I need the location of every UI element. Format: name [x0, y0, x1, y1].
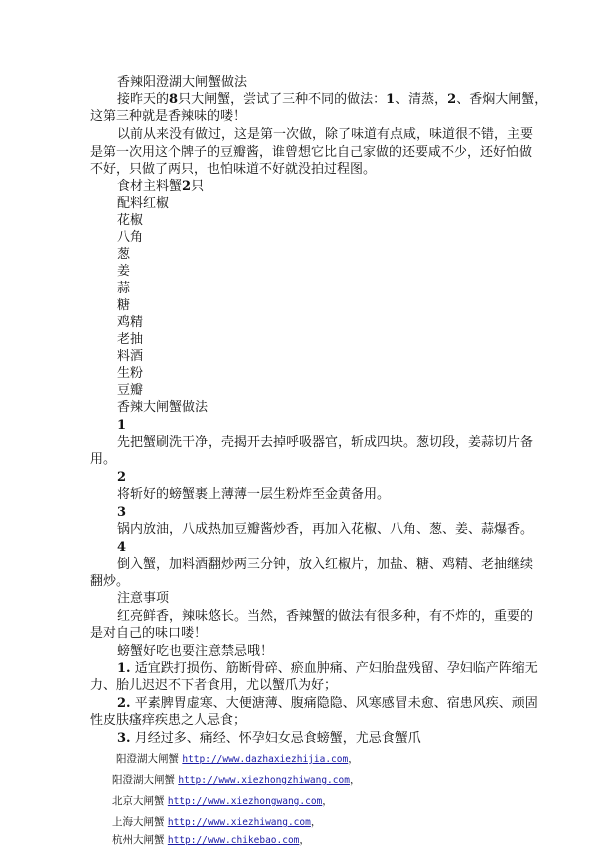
taboo-item: 2. 平素脾胃虚寒、大便溏薄、腹痛隐隐、风寒感冒未愈、宿患风疾、顽固: [117, 696, 538, 711]
ingredients-main: 食材主料蟹2只: [117, 179, 205, 194]
step-text: 用。: [90, 452, 117, 467]
story-line-1: 以前从来没有做过，这是第一次做，除了味道有点咸，味道很不错，主要: [117, 127, 534, 142]
notes-title: 注意事项: [117, 591, 170, 606]
ingredient-item: 豆瓣: [117, 383, 144, 398]
ingredient-item: 老抽: [117, 332, 144, 347]
step-number: 4: [117, 540, 127, 555]
step-text: 先把蟹刷洗干净，壳揭开去掉呼吸器官，斩成四块。葱切段，姜蒜切片备: [117, 435, 534, 450]
ingredient-item: 生粉: [117, 366, 144, 381]
link-line: 阳澄湖大闸蟹 http://www.dazhaxiezhijia.com，: [116, 753, 359, 765]
ingredient-item: 八角: [117, 230, 144, 245]
ingredient-item: 花椒: [117, 213, 144, 228]
link-line: 阳澄湖大闸蟹 http://www.xiezhongzhiwang.com，: [112, 774, 361, 786]
link-line: 北京大闸蟹 http://www.xiezhongwang.com，: [112, 795, 333, 807]
step-text: 锅内放油，八成热加豆瓣酱炒香，再加入花椒、八角、葱、姜、蒜爆香。: [117, 522, 534, 537]
page-title: 香辣阳澄湖大闸蟹做法: [117, 75, 248, 90]
ingredients-aux: 配料红椒: [117, 196, 170, 211]
link-line: 杭州大闸蟹 http://www.chikebao.com，: [112, 834, 310, 846]
step-text: 倒入蟹，加料酒翻炒两三分钟，放入红椒片，加盐、糖、鸡精、老抽继续: [117, 557, 534, 572]
notes-line-2: 是对自己的味口喽！: [90, 626, 208, 641]
taboo-item: 1. 适宜跌打损伤、筋断骨碎、瘀血肿痛、产妇胎盘残留、孕妇临产阵缩无: [117, 661, 538, 676]
ingredient-item: 糖: [117, 298, 131, 313]
external-link[interactable]: http://www.xiezhongzhiwang.com: [178, 775, 350, 786]
intro-line-1: 接昨天的8只大闸蟹，尝试了三种不同的做法：1、清蒸，2、香焖大闸蟹，: [117, 92, 548, 107]
method-title: 香辣大闸蟹做法: [117, 400, 209, 415]
notes-line-1: 红亮鲜香，辣味悠长。当然，香辣蟹的做法有很多种，有不炸的，重要的: [117, 609, 534, 624]
link-line: 上海大闸蟹 http://www.xiezhiwang.com，: [112, 816, 322, 828]
step-text: 将斩好的螃蟹裹上薄薄一层生粉炸至金黄备用。: [117, 487, 391, 502]
story-line-3: 不好，只做了两只，也怕味道不好就没拍过程图。: [90, 162, 377, 177]
external-link[interactable]: http://www.chikebao.com: [167, 835, 300, 846]
step-number: 1: [117, 418, 127, 433]
taboo-item-cont: 力、胎儿迟迟不下者食用，尤以蟹爪为好；: [90, 678, 338, 693]
step-number: 2: [117, 470, 127, 485]
ingredient-item: 姜: [117, 264, 131, 279]
external-link[interactable]: http://www.xiezhiwang.com: [167, 817, 311, 828]
intro-line-2: 这第三种就是香辣味的喽！: [90, 109, 247, 124]
ingredient-item: 料酒: [117, 349, 144, 364]
taboo-item: 3. 月经过多、痛经、怀孕妇女忌食螃蟹，尤忌食蟹爪: [117, 731, 421, 746]
story-line-2: 是第一次用这个牌子的豆瓣酱，谁曾想它比自己家做的还要咸不少，还好怕做: [90, 145, 533, 160]
taboo-title: 螃蟹好吃也要注意禁忌哦！: [117, 644, 274, 659]
ingredient-item: 葱: [117, 247, 131, 262]
step-text: 翻炒。: [90, 574, 130, 589]
step-number: 3: [117, 505, 127, 520]
external-link[interactable]: http://www.xiezhongwang.com: [167, 796, 323, 807]
taboo-item-cont: 性皮肤瘙痒疾患之人忌食；: [90, 713, 247, 728]
ingredient-item: 鸡精: [117, 315, 144, 330]
ingredient-item: 蒜: [117, 281, 131, 296]
external-link[interactable]: http://www.dazhaxiezhijia.com: [182, 754, 349, 765]
